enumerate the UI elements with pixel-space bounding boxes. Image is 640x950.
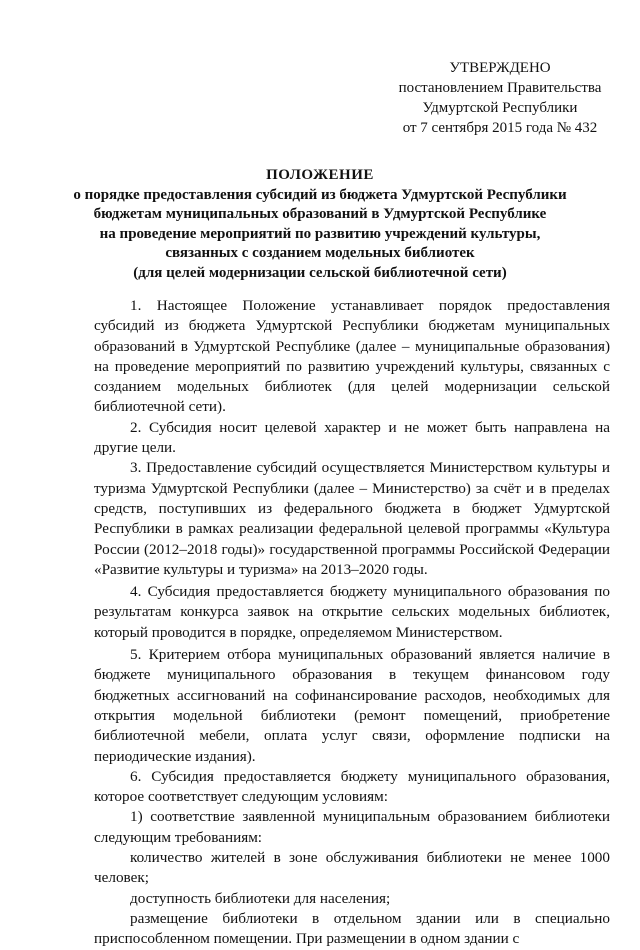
approval-date: от 7 сентября 2015 года № 432 — [402, 120, 598, 136]
heading-line: о порядке предоставления субсидий из бюджета Удмуртской Республики — [73, 186, 567, 203]
paragraph-4: 4. Субсидия предоставляется бюджету муниципального образования по результатам конкурса заявок на открытие сельских модельных библиотек, который проводится в порядке, определяемом Министерством. — [94, 583, 610, 641]
approval-stamp: УТВЕРЖДЕНО — [449, 60, 551, 76]
document-body — [94, 296, 610, 950]
heading-line: связанных с созданием модельных библиотек — [165, 245, 475, 262]
approval-block — [380, 58, 620, 138]
document-title: ПОЛОЖЕНИЕ — [266, 167, 374, 183]
heading-line: (для целей модернизации сельской библиотечной сети) — [133, 264, 507, 281]
paragraph-5: 5. Критерием отбора муниципальных образований является наличие в бюджете муниципального образования в текущем финансовом году бюджетных ассигнований на софинансирование расходов, необходимых для открытия модельной библиотеки (ремонт помещений, приобретение библиотечной мебели, оплата услуг связи, оформление подписки на периодические издания). — [94, 646, 610, 765]
heading-line: бюджетам муниципальных образований в Удмуртской Республике — [93, 206, 547, 223]
condition-1: 1) соответствие заявленной муниципальным образованием библиотеки следующим требованиям: — [94, 808, 610, 846]
approval-authority: постановлением Правительства — [398, 80, 602, 96]
paragraph-2: 2. Субсидия носит целевой характер и не может быть направлена на другие цели. — [94, 418, 610, 457]
paragraph-6: 6. Субсидия предоставляется бюджету муниципального образования, которое соответствует следующим условиям: — [94, 767, 610, 806]
approval-region: Удмуртской Республики — [422, 100, 578, 116]
requirement-population: количество жителей в зоне обслуживания библиотеки не менее 1000 человек; — [94, 849, 610, 887]
heading-line: на проведение мероприятий по развитию учреждений культуры, — [99, 225, 541, 242]
paragraph-1: 1. Настоящее Положение устанавливает порядок предоставления субсидий из бюджета Удмуртской Республики бюджетам муниципальных образований в Удмуртской Республике (далее – муниципальные образования) на проведение мероприятий по развитию учреждений культуры, связанных с созданием модельных библиотек (для целей модернизации сельской библиотечной сети). — [94, 297, 610, 416]
requirement-placement: размещение библиотеки в отдельном здании или в специально приспособленном помещении. При размещении в одном здании с — [94, 909, 610, 948]
requirement-accessibility: доступность библиотеки для населения; — [130, 889, 391, 907]
paragraph-3: 3. Предоставление субсидий осуществляется Министерством культуры и туризма Удмуртской Республики (далее – Министерство) за счёт и в пределах средств, поступивших из федерального бюджета в бюджет Удмуртской Республики в рамках реализации федеральной целевой программы «Культура России (2012–2018 годы)» государственной программы Российской Федерации «Развитие культуры и туризма» на 2013–2020 годы. — [94, 459, 610, 578]
document-heading — [60, 166, 580, 284]
